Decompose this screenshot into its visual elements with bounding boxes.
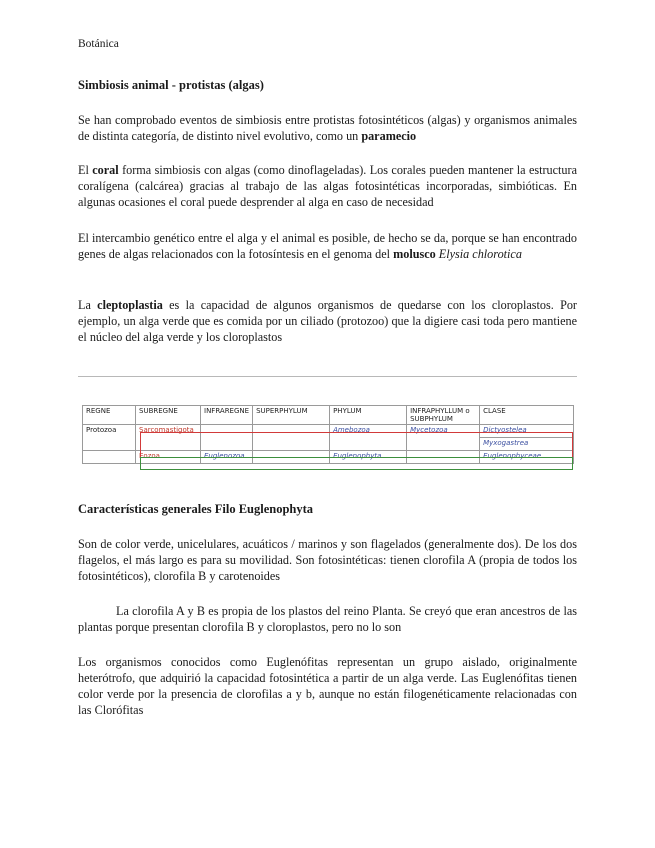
table-cell: Protozoa	[83, 425, 136, 451]
section-title-simbiosis: Simbiosis animal - protistas (algas)	[78, 78, 264, 92]
red-highlight-box	[140, 432, 573, 458]
green-highlight-box	[140, 457, 573, 470]
table-header-row	[83, 406, 574, 425]
paragraph-coral	[78, 162, 577, 210]
table-cell: Amebozoa	[330, 425, 407, 451]
header-cell: REGNE	[83, 406, 136, 425]
horizontal-divider	[78, 376, 577, 377]
paragraph-text: El intercambio genético entre el alga y el animal es posible, de hecho se da, porque se han encontrado genes de algas relacionados con la fotosíntesis en el genoma del	[78, 231, 577, 261]
table-cell: Euglenophyta	[330, 451, 407, 464]
bold-term: cleptoplastia	[97, 298, 163, 312]
paragraph-paramecio	[78, 112, 577, 144]
header-cell: INFRAREGNE	[201, 406, 253, 425]
paragraph-intercambio	[78, 230, 577, 262]
table-cell: Myxogastrea	[480, 438, 574, 451]
paragraph-text: forma simbiosis con algas (como dinoflageladas). Los corales pueden mantener la estructura coralígena (calcárea) gracias al trabajo de las algas fotosintéticas incorporadas, simbióticas. En algunas ocasiones el coral puede desprender al alga en caso de necesidad	[78, 163, 577, 209]
table-cell: Dictyostelea	[480, 425, 574, 438]
table-cell: Euglenophyceae	[480, 451, 574, 464]
bold-term: paramecio	[361, 129, 417, 143]
table-cell: Mycetozoa	[407, 425, 480, 451]
paragraph-text: es la capacidad de algunos organismos de quedarse con los cloroplastos. Por ejemplo, un alga verde que es comida por un ciliado (protozoo) que la digiere casi toda pero mantiene el núcleo del alga verde y los cloroplastos	[78, 298, 577, 344]
header-cell: SUPERPHYLUM	[253, 406, 330, 425]
paragraph-caracteristicas: Son de color verde, unicelulares, acuáticos / marinos y son flagelados (generalmente dos). De los dos flagelos, el más largo es para su movilidad. Son fotosintéticas: tienen clorofila A (propia de todos los fotosintéticos), clorofila B y carotenoides	[78, 537, 577, 583]
header-cell: CLASE	[480, 406, 574, 425]
section-title-euglenophyta: Características generales Filo Euglenophyta	[78, 502, 314, 516]
header-cell: INFRAPHYLLUM o SUBPHYLUM	[407, 406, 480, 425]
paragraph-text: La	[78, 298, 98, 312]
header-cell: PHYLUM	[330, 406, 407, 425]
italic-species: Elysia chlorotica	[435, 247, 522, 261]
page-header: Botánica	[78, 38, 119, 50]
header-cell: SUBREGNE	[136, 406, 201, 425]
bold-term: coral	[92, 163, 119, 177]
paragraph-text: Se han comprobado eventos de simbiosis entre protistas fotosintéticos (algas) y organismos animales de distinta categoría, de distinto nivel evolutivo, como un	[78, 113, 577, 143]
paragraph-cleptoplastia	[78, 297, 577, 345]
paragraph-euglenofitas: Los organismos conocidos como Euglenófitas representan un grupo aislado, originalmente heterótrofo, que adquirió la capacidad fotosintética a partir de un alga verde. Las Euglenófitas tienen color verde por la presencia de clorofilas a y b, aunque no están filogenéticamente relacionadas con las Clorófitas	[78, 655, 577, 717]
table-cell: Sarcomastigota	[136, 425, 201, 451]
table-cell	[83, 451, 136, 464]
paragraph-clorofila: La clorofila A y B es propia de los plastos del reino Planta. Se creyó que eran ancestros de las plantas porque presentan clorofila B y cloroplastos, pero no lo son	[78, 604, 577, 634]
table-cell: Eozoa	[136, 451, 201, 464]
paragraph-text: El	[78, 163, 93, 177]
table-cell: Euglenozoa	[201, 451, 253, 464]
bold-term: molusco	[393, 247, 436, 261]
